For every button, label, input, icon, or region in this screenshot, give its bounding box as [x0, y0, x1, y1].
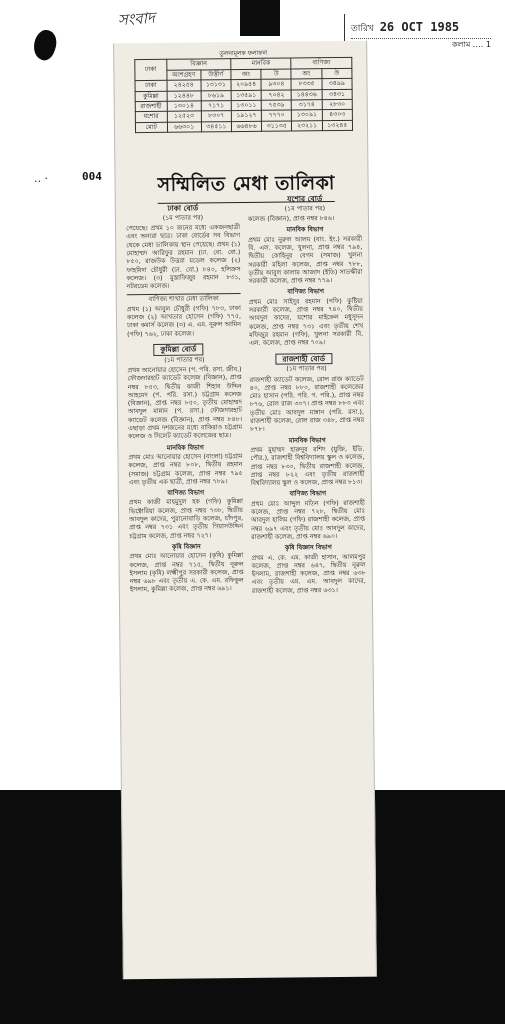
jessore-body: কলেজ (বিজ্ঞান), প্রাপ্ত নম্বর ৮৪৬।	[247, 215, 335, 224]
table-cell: ১৩০১১	[231, 100, 261, 111]
table-cell: ১২৪৪৮	[167, 90, 201, 101]
table-cell: ৭৭৭০	[262, 110, 292, 121]
left-column	[126, 200, 248, 971]
table-cell: ৪৩০৩	[322, 110, 352, 121]
board-name: রাজশাহী	[135, 101, 167, 112]
table-cell: ৬৬৪৮৬	[231, 121, 261, 132]
ink-blot	[30, 27, 61, 63]
continued-note: (১ম পাতার পর)	[284, 204, 326, 213]
table-cell: ৮৩৩৫	[291, 79, 321, 90]
right-column	[248, 191, 370, 972]
comilla-body: প্রথম আনোয়ার হোসেন (প. পরি. রসা. জীব.) ফৌজদারহাট ক্যাডেট কলেজ (বিজ্ঞান), প্রাপ্ত নম্বর ৮৫৩, দ্বিতীয় কাজী শিহাব উদ্দিন আহমেদ (প. পরি. রসা.) চট্টগ্রাম কলেজ (বিজ্ঞান), প্রাপ্ত নম্বর ৮৫০, তৃতীয় মোহাম্মদ আবদুল মান্নান (প. রসা.) ফৌজদারহাট ক্যাডেট কলেজ (বিজ্ঞান), প্রাপ্ত নম্বর ৮৪৮। এছাড়া প্রথম দশজনের মধ্যে বাকিরাও চট্টগ্রাম কলেজ ও সিলেট ক্যাডেট কলেজের ছাত্র।	[127, 366, 243, 441]
comilla-humanities-body: প্রথম মোঃ আনোয়ার হোসেন (বাংলা) চট্টগ্রাম কলেজ, প্রাপ্ত নম্বর ৮০৮, দ্বিতীয় রহমান (সমাজ) চট্টগ্রাম কলেজ, প্রাপ্ত নম্বর ৭৯৫ এবং তৃতীয় এক ছাত্রী, প্রাপ্ত নম্বর ৭৮৯।	[128, 452, 243, 487]
comilla-commerce-heading: বাণিজ্য বিভাগ	[167, 489, 205, 497]
table-header-cell: ঢাকা	[135, 59, 167, 80]
table-cell: ৭৫৩৯	[261, 100, 291, 111]
board-name: মোট	[135, 122, 167, 133]
rajshahi-commerce-heading: বাণিজ্য বিভাগ	[289, 490, 327, 498]
table-cell: ৭১৭১	[201, 101, 231, 112]
continued-note: (১ম পাতার পর)	[286, 365, 327, 373]
comilla-agri-heading: কৃষি বিজ্ঞান	[171, 543, 201, 551]
comilla-commerce-body: প্রথম কাজী মাহমুদুল হক (গফি) কুমিল্লা ভিক্টোরিয়া কলেজ, প্রাপ্ত নম্বর ৭৩৮, দ্বিতীয় আবদুল কাদের, পুরানোবাড়ি কলেজ, চাঁদপুর, প্রাপ্ত নম্বর ৭৩১ এবং তৃতীয় গিয়াসউদ্দিন চট্টগ্রাম কলেজ, প্রাপ্ত নম্বর ৭২৭।	[128, 498, 244, 540]
table-cell: ১৩৫৯১	[231, 90, 261, 101]
rajshahi-body: রাজশাহী ক্যাডেট কলেজ, রোল রাজ ক্যাডেট ৪০, প্রাপ্ত নম্বর ৮৮০, রাজশাহী কলেজের মোঃ হাসান (পরি. পরি. গ. পরি.), প্রাপ্ত নম্বর ৮৭৬, রোল রাজ ৩০৭। প্রাপ্ত নম্বর ৮৮৩ এবং তৃতীয় মোঃ আবদুল মান্নান (পরি. রসা.), রাজশাহী কলেজ, রোল রাজ ৩৪৮, প্রাপ্ত নম্বর ৮৭৮।	[249, 375, 365, 434]
newspaper-clipping	[113, 41, 377, 980]
table-total-row	[135, 120, 352, 133]
table-cell: ১৩০৯১	[292, 110, 322, 121]
table-subheader-cell: উ	[261, 69, 291, 80]
jessore-commerce-heading: বাণিজ্য বিভাগ	[287, 288, 325, 296]
table-cell: ৩১১৩৫	[262, 121, 292, 132]
rajshahi-humanities-heading: মানবিক বিভাগ	[288, 436, 326, 445]
table-cell: ৩৪৯৯	[322, 78, 352, 89]
page-value: 1	[485, 40, 491, 49]
table-cell: ২৪২৫৪	[167, 80, 201, 91]
table-subheader-cell: উত্তীর্ণ	[201, 69, 231, 80]
table-header-cell: বাণিজ্য	[291, 58, 352, 69]
table-subheader-cell: অং	[231, 69, 261, 80]
margin-number: 004	[82, 170, 102, 183]
rajshahi-humanities-body: প্রথম মুহাম্মদ হারুনুর রশিদ (যুক্তি, ইতি. পৌর.), রাজশাহী বিশ্ববিদ্যালয় স্কুল ও কলেজ, প্রাপ্ত নম্বর ৮৩০, দ্বিতীয় রাজশাহী কলেজ, প্রাপ্ত নম্বর ৮২২ এবং তৃতীয় রাজশাহী বিশ্ববিদ্যালয় স্কুল ও কলেজ, প্রাপ্ত নম্বর ৮১৩।	[250, 445, 365, 488]
comilla-humanities-heading: মানবিক বিভাগ	[166, 444, 204, 452]
table-cell: ২০৯৫৪	[231, 79, 261, 90]
table-cell: ৮৬১৯	[201, 90, 231, 101]
table-cell: ১৩১৩১	[201, 80, 231, 91]
jessore-humanities-heading: মানবিক বিভাগ	[286, 226, 324, 234]
table-cell: ১৩২৪৫	[322, 120, 352, 131]
rajshahi-board-heading: রাজশাহী বোর্ড	[275, 353, 332, 365]
board-name: যশোর	[135, 112, 167, 123]
table-cell: ৭০৪২	[261, 89, 291, 100]
table-cell: ৬৬৩০১	[167, 122, 201, 133]
table-cell: ১৯১২৭	[231, 111, 261, 122]
board-name: ঢাকা	[135, 80, 167, 91]
jessore-commerce-body: প্রথম মোঃ সাইদুর রহমান (গফি) কুষ্টিয়া সরকারী কলেজ, প্রাপ্ত নম্বর ৭৪০, দ্বিতীয় আবদুল কাদের, যশোর মাইকেল মধুসূদন কলেজ, প্রাপ্ত নম্বর ৭৩১ এবং তৃতীয় শেখ মফিজুর রহমান (গফি), খুলনা সরকারী বি. এল. কলেজ, প্রাপ্ত নম্বর ৭০৯।	[248, 297, 364, 348]
date-label: তারিখ	[351, 24, 374, 34]
date-value: 26 OCT 1985	[379, 20, 460, 34]
table-cell: ১৪৪৩৬	[292, 89, 322, 100]
dhaka-body: পেয়েছে। প্রথম ১০ জনের মধ্যে একজনছাত্রী এবং অন্যরা ছাত্র। ঢাকা বোর্ডের সব বিভাগ থেকে মেধা তালিকায় স্থান পেয়েছে। প্রথম (১) মোহাম্মদ আরিফুর রহমান (ঢা. বো. বো.) ৮৫০, রাজউক উত্তরা মডেল কলেজ (২) ফাহমিদা চৌধুরী (ঢা. বো.) ৮৪০, হলিক্রস কলেজ। (৩) মুস্তাফিজুর রহমান ৮৩১, নটরডেম কলেজ।	[126, 224, 241, 291]
comilla-board-heading: কুমিল্লা বোর্ড	[153, 343, 203, 355]
table-cell: ৩৪৫১১	[201, 121, 231, 132]
comilla-agri-body: প্রথম মোঃ আনোয়ার হোসেন (কৃষি) কুমিল্লা কলেজ, প্রাপ্ত নম্বর ৭১৫, দ্বিতীয় নূরুল ইসলাম (কৃষি) লক্ষ্মীপুর সরকারী কলেজ, প্রাপ্ত নম্বর ৬৯৮ এবং তৃতীয় এ. কে. এম. রফিকুল ইসলাম, কুমিল্লা কলেজ, প্রাপ্ত নম্বর ৬৯১।	[129, 552, 244, 594]
continued-note: (১ম পাতার পর)	[162, 214, 204, 222]
rajshahi-agri-body: প্রথম এ. কে. এম. কাজী হাসান, আলমপুর কলেজ, প্রাপ্ত নম্বর ৬৪৭, দ্বিতীয় নূরুল ইসলাম, রাজশাহী কলেজ, প্রাপ্ত নম্বর ৬৩৮ এবং তৃতীয় এম. এম. আবদুল কাদের, রাজশাহী কলেজ, প্রাপ্ত নম্বর ৬৩১।	[251, 553, 366, 595]
handwritten-note: সংবাদ	[117, 8, 156, 30]
rajshahi-agri-heading: কৃষি বিজ্ঞান বিভাগ	[284, 544, 332, 552]
table-caption: তুলনামূলক ফলাফল	[219, 49, 268, 58]
table-cell: ৮৩০৭	[201, 111, 231, 122]
table-cell: ৩১৭৪	[292, 100, 322, 111]
dhaka-board-heading: ঢাকা বোর্ড	[167, 203, 199, 213]
board-name: কুমিল্লা	[135, 91, 167, 102]
table-header-cell: মানবিক	[231, 58, 292, 69]
continued-note: (১ম পাতার পর)	[164, 356, 205, 364]
dhaka-commerce-heading: বাণিজ্য শাখার মেধা তালিকা	[127, 293, 241, 304]
scan-edge-top	[240, 0, 280, 36]
jessore-humanities-body: প্রথম মোঃ নুরুল আলম (বাং. ইং.) সরকারী বি. এল. কলেজ, খুলনা, প্রাপ্ত নম্বর ৭৯৪, দ্বিতীয় কোহিনূর বেগম (সমাজ) খুলনা সরকারী মহিলা কলেজ, প্রাপ্ত নম্বর ৭৮৮, তৃতীয় আবুল কালাম আজাদ (ইতি) সাতক্ষীরা সরকারী কলেজ, প্রাপ্ত নম্বর ৭৭৯।	[248, 235, 363, 286]
table-subheader-cell: অংশগ্রহণ	[166, 70, 200, 81]
page-label: কলাম	[451, 40, 471, 49]
dhaka-commerce-body: প্রথম (১) আবুল চৌধুরী (গফি) ৭৮৩, ঢাকা কলেজ (২) আখতার হোসেন (গফি) ৭৭৫, ঢাকা কমার্স কলেজ (৩) এ. এম. নূরুল আমিন (গফি) ৭৬২, ঢাকা কলেজ।	[126, 304, 242, 338]
table-cell: ২৮৩০	[322, 99, 352, 110]
results-table	[134, 49, 353, 134]
jessore-board-heading: যশোর বোর্ড	[287, 194, 323, 204]
headline: সম্মিলিত মেধা তালিকা	[157, 169, 335, 204]
rajshahi-commerce-body: প্রথম মোঃ আব্দুল মতিন (গফি) রাজশাহী কলেজ, প্রাপ্ত নম্বর ৭২৮, দ্বিতীয় মোঃ আবদুল হালিম (গফি) রাজশাহী কলেজ, প্রাপ্ত নম্বর ৬৯৭ এবং তৃতীয় মোঃ আবদুল কাদের, রাজশাহী কলেজ, প্রাপ্ত নম্বর ৬৯০।	[250, 499, 366, 541]
margin-note: .. ·	[34, 172, 48, 185]
date-stamp: তারিখ 26 OCT 1985 কলাম …. 1	[344, 14, 501, 50]
table-cell: ৯৩০৪	[261, 79, 291, 90]
table-cell: ১২৫২৩	[167, 111, 201, 122]
table-subheader-cell: উ	[322, 68, 352, 79]
table-subheader-cell: অং	[291, 68, 321, 79]
table-cell: ১৩০১৪	[167, 101, 201, 112]
table-cell: ৩৪৩১	[322, 89, 352, 100]
table-cell: ২৩২১১	[292, 120, 322, 131]
table-header-cell: বিজ্ঞান	[166, 59, 230, 70]
